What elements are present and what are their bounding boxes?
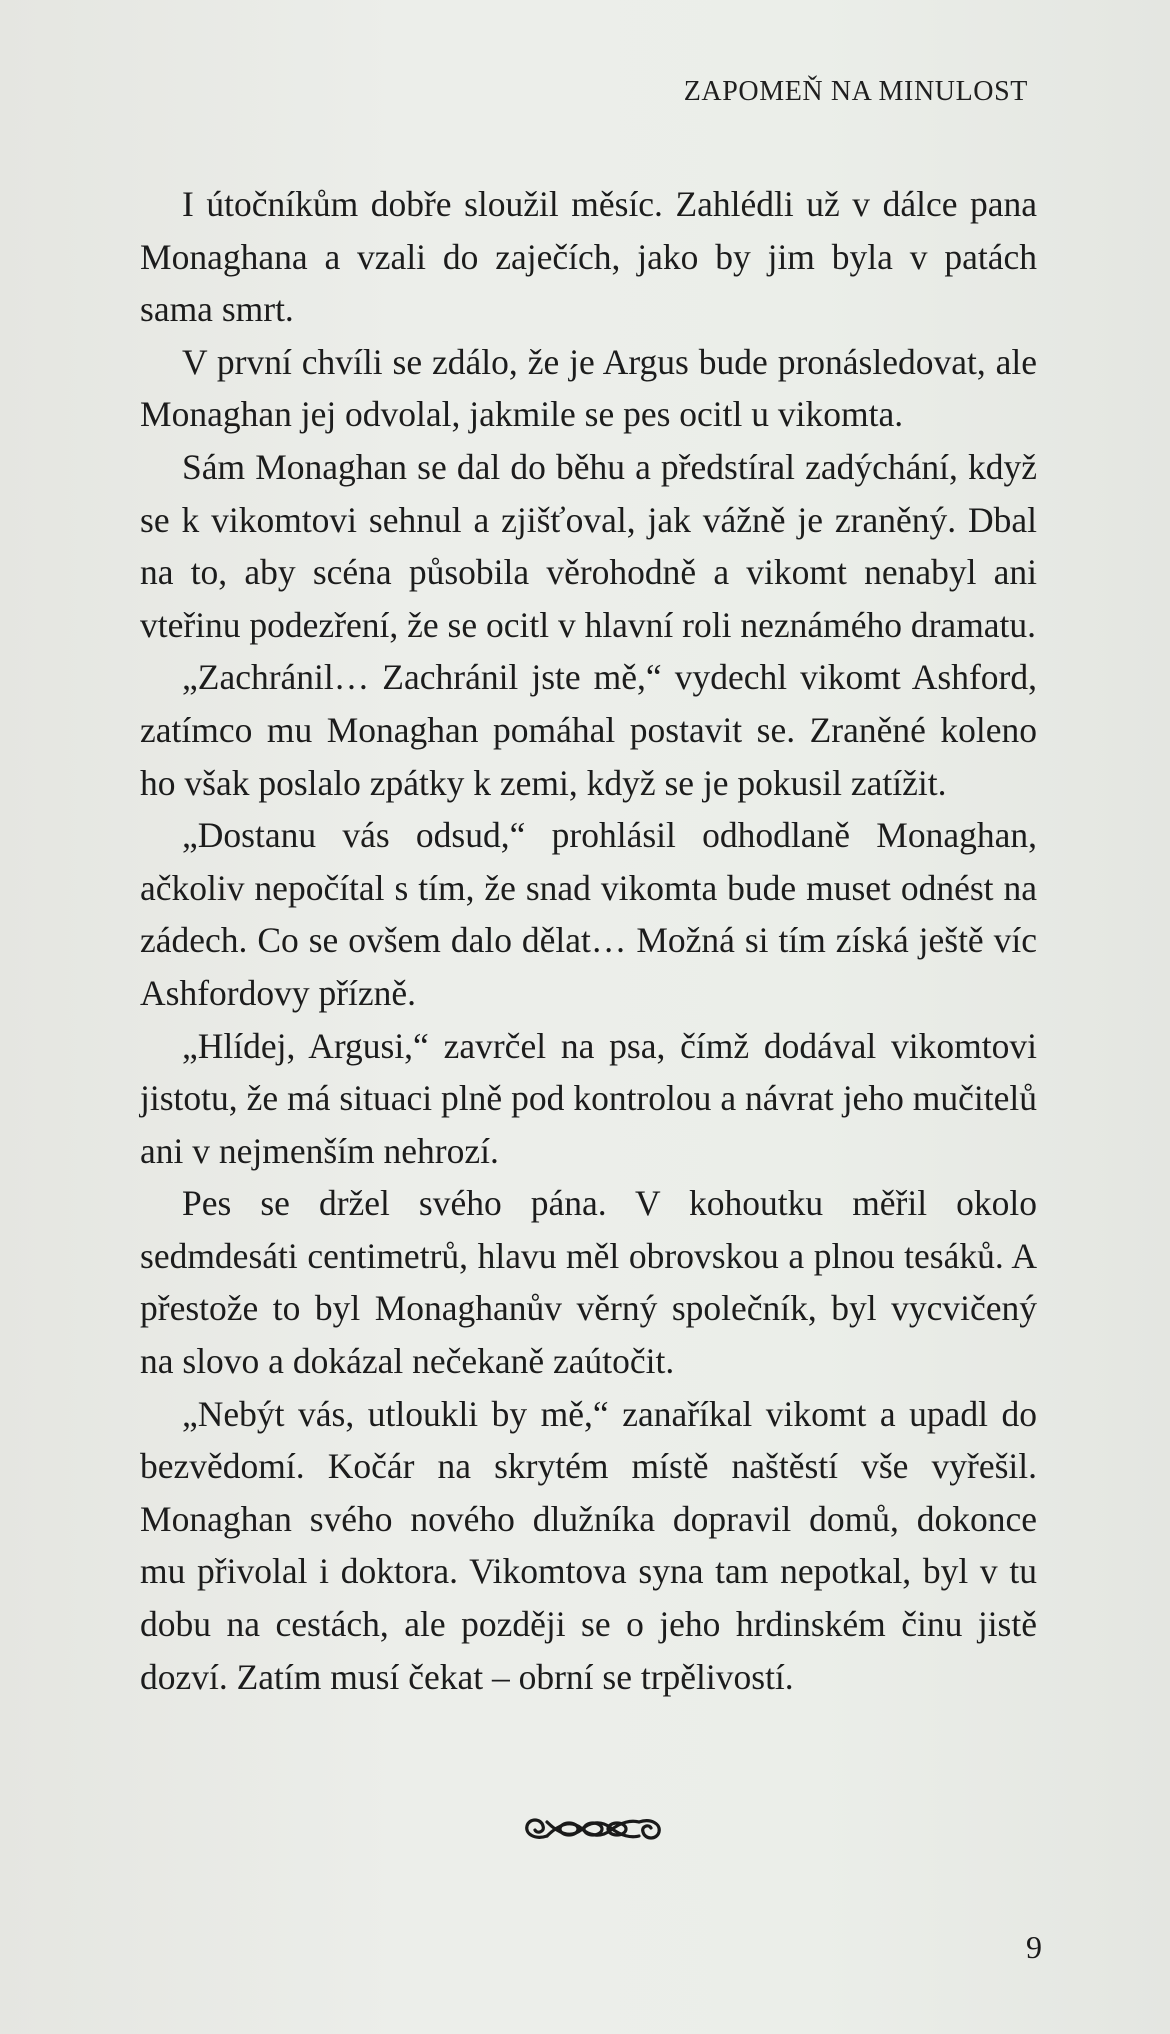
paragraph-1: I útočníkům dobře sloužil měsíc. Zahlédli už v dálce pana Monaghana a vzali do zaječích, jako by jim byla v patách sama smrt.	[140, 184, 1037, 330]
paragraph-3: Sám Monaghan se dal do běhu a předstíral zadýchání, když se k vikomtovi sehnul a zjišťoval, jak vážně je zraněný. Dbal na to, aby scéna působila věrohodně a vikomt nenabyl ani vteřinu podezření, že se ocitl v hlavní roli neznámého dramatu.	[140, 446, 1037, 645]
paragraph-8: „Nebýt vás, utloukli by mě,“ zanaříkal vikomt a upadl do bezvědomí. Kočár na skrytém místě naštěstí vše vyřešil. Monaghan svého nového dlužníka dopravil domů, dokonce mu přivolal i doktora. Vikomtova syna tam nepotkal, byl v tu dobu na cestách, ale později se o jeho hrdinském činu jistě dozví. Zatím musí čekat – obrní se trpělivostí.	[140, 1393, 1037, 1697]
running-header-title: ZAPOMEŇ NA MINULOST	[683, 76, 1028, 107]
paragraph-5: „Dostanu vás odsud,“ prohlásil odhodlaně Monaghan, ačkoliv nepočítal s tím, že snad vikomta bude muset odnést na zádech. Co se ovšem dalo dělat… Možná si tím získá ještě víc Ashfordovy přízně.	[140, 815, 1037, 1013]
paragraph-6: „Hlídej, Argusi,“ zavrčel na psa, čímž dodával vikomtovi jistotu, že má situaci plně pod kontrolou a návrat jeho mučitelů ani v nejmenším nehrozí.	[140, 1025, 1037, 1171]
page-number: 9	[1026, 1929, 1042, 1965]
paragraph-2: V první chvíli se zdálo, že je Argus bude pronásledovat, ale Monaghan jej odvolal, jakmile se pes ocitl u vikomta.	[140, 341, 1037, 435]
paragraph-7: Pes se držel svého pána. V kohoutku měřil okolo sedmdesáti centimetrů, hlavu měl obrovskou a plnou tesáků. A přestože to byl Monaghanův věrný společník, byl vycvičený na slovo a dokázal nečekaně zaútočit.	[140, 1183, 1037, 1382]
paragraph-4: „Zachránil… Zachránil jste mě,“ vydechl vikomt Ashford, zatímco mu Monaghan pomáhal postavit se. Zraněné koleno ho však poslalo zpátky k zemi, když se je pokusil zatížit.	[140, 657, 1037, 803]
scroll-flourish-ornament-icon	[517, 1806, 669, 1852]
body-text	[140, 178, 1037, 1703]
